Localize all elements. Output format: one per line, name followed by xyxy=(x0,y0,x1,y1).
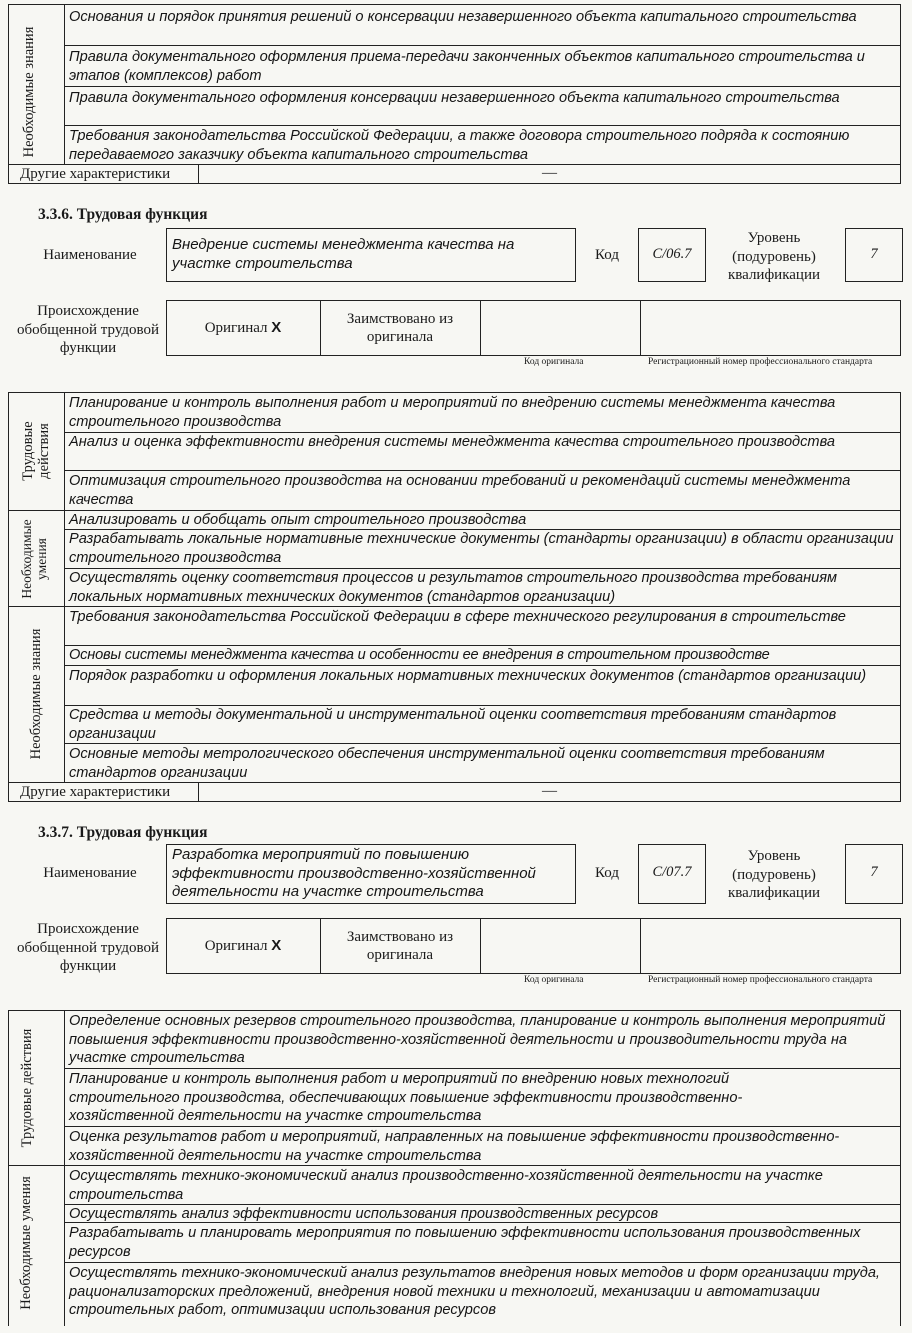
action-item: Определение основных резервов строительного производства, планирование и контроль выполнения мероприятий повышения эффективности производственно-хозяйственной деятельности и производительности труда на участке строительства xyxy=(69,1013,886,1066)
knowledge-item: Основы системы менеджмента качества и особенности ее внедрения в строительном производстве xyxy=(69,647,770,663)
original-label: Оригинал xyxy=(204,938,268,954)
actions-label: Трудовые действия xyxy=(19,1028,35,1148)
skill-item: Осуществлять технико-экономический анализ результатов внедрения новых методов и форм организации труда, рационализаторских предложений, внедрения новой техники и технологий, механизации и автоматизации строительных работ, оптимизации использования ресурсов xyxy=(69,1265,880,1318)
name-label: Наименование xyxy=(43,247,137,263)
origin-label: Происхождение обобщенной трудовой функции xyxy=(16,921,160,974)
name-label: Наименование xyxy=(43,865,137,881)
skill-item: Разрабатывать и планировать мероприятия по повышению эффективности использования производственных ресурсов xyxy=(69,1225,861,1260)
level-label: Уровень (подуровень) квалификации xyxy=(727,848,821,901)
function-name: Внедрение системы менеджмента качества на участке строительства xyxy=(172,236,515,272)
knowledge-item: Правила документального оформления приема-передачи законченных объектов капитального строительства и этапов (комплексов) работ xyxy=(69,49,865,84)
level-value: 7 xyxy=(870,864,878,880)
knowledge-item: Требования законодательства Российской Федерации в сфере технического регулирования в строительстве xyxy=(69,609,846,625)
knowledge-item: Средства и методы документальной и инструментальной оценки соответствия требованиям стандартов организации xyxy=(69,707,837,742)
knowledge-label: Необходимые знания xyxy=(28,628,44,760)
other-characteristics-label: Другие характеристики xyxy=(20,784,171,800)
skills-label: Необходимые умения xyxy=(18,1176,34,1310)
action-item: Планирование и контроль выполнения работ и мероприятий по внедрению новых технологий строительного производства, обеспечивающих повышение эффективности производственно-хозяйственной деятельности на участке строительства xyxy=(69,1071,743,1124)
skills-label: Необходимые умения xyxy=(19,519,49,599)
knowledge-item: Основания и порядок принятия решений о консервации незавершенного объекта капитального строительства xyxy=(69,9,857,25)
level-label: Уровень (подуровень) квалификации xyxy=(727,230,821,283)
reg-number-caption: Регистрационный номер профессионального стандарта xyxy=(648,357,873,367)
borrowed-label: Заимствовано из оригинала xyxy=(346,929,454,963)
action-item: Оценка результатов работ и мероприятий, направленных на повышение эффективности производственно-хозяйственной деятельности на участке строительства xyxy=(69,1129,840,1164)
original-cell xyxy=(166,319,320,337)
other-characteristics-value: — xyxy=(542,783,557,799)
action-item: Анализ и оценка эффективности внедрения системы менеджмента качества строительного производства xyxy=(69,434,835,450)
skill-item: Анализировать и обобщать опыт строительного производства xyxy=(69,512,527,528)
code-label: Код xyxy=(595,247,619,263)
function-name: Разработка мероприятий по повышению эффективности производственно-хозяйственной деятельности на участке строительства xyxy=(172,846,536,900)
check-mark-icon: X xyxy=(271,937,282,954)
code-original-caption: Код оригинала xyxy=(524,975,584,985)
skill-item: Осуществлять технико-экономический анализ производственно-хозяйственной деятельности на участке строительства xyxy=(69,1168,823,1203)
code-original-caption: Код оригинала xyxy=(524,357,584,367)
borrowed-label: Заимствовано из оригинала xyxy=(346,311,454,345)
code-label: Код xyxy=(595,865,619,881)
action-item: Оптимизация строительного производства на основании требований и рекомендаций системы менеджмента качества xyxy=(69,473,851,508)
other-characteristics-value: — xyxy=(542,165,557,181)
skill-item: Осуществлять анализ эффективности использования производственных ресурсов xyxy=(69,1206,659,1222)
origin-label: Происхождение обобщенной трудовой функции xyxy=(16,303,160,356)
knowledge-item: Правила документального оформления консервации незавершенного объекта капитального строительства xyxy=(69,90,840,106)
section-title: 3.3.7. Трудовая функция xyxy=(38,824,208,841)
check-mark-icon: X xyxy=(271,319,282,336)
knowledge-item: Порядок разработки и оформления локальных нормативных технических документов (стандартов организации) xyxy=(69,668,867,684)
actions-label: Трудовые действия xyxy=(20,421,52,481)
knowledge-item: Требования законодательства Российской Федерации, а также договора строительного подряда к состоянию передаваемого заказчику объекта капитального строительства xyxy=(69,128,850,163)
code-value: C/07.7 xyxy=(652,864,692,880)
level-value: 7 xyxy=(870,246,878,262)
section-title: 3.3.6. Трудовая функция xyxy=(38,206,208,223)
knowledge-item: Основные методы метрологического обеспечения инструментальной оценки соответствия требованиям стандартов организации xyxy=(69,746,825,781)
original-cell xyxy=(166,937,320,955)
skill-item: Разрабатывать локальные нормативные технические документы (стандарты организации) в области организации строительного производства xyxy=(69,531,894,566)
skill-item: Осуществлять оценку соответствия процессов и результатов строительного производства требованиям локальных нормативных технических документов (стандартов организации) xyxy=(69,570,838,605)
code-value: C/06.7 xyxy=(652,246,692,262)
reg-number-caption: Регистрационный номер профессионального стандарта xyxy=(648,975,873,985)
knowledge-label: Необходимые знания xyxy=(21,26,37,158)
action-item: Планирование и контроль выполнения работ и мероприятий по внедрению системы менеджмента качества строительного производства xyxy=(69,395,836,430)
original-label: Оригинал xyxy=(204,320,268,336)
other-characteristics-label: Другие характеристики xyxy=(20,166,171,182)
